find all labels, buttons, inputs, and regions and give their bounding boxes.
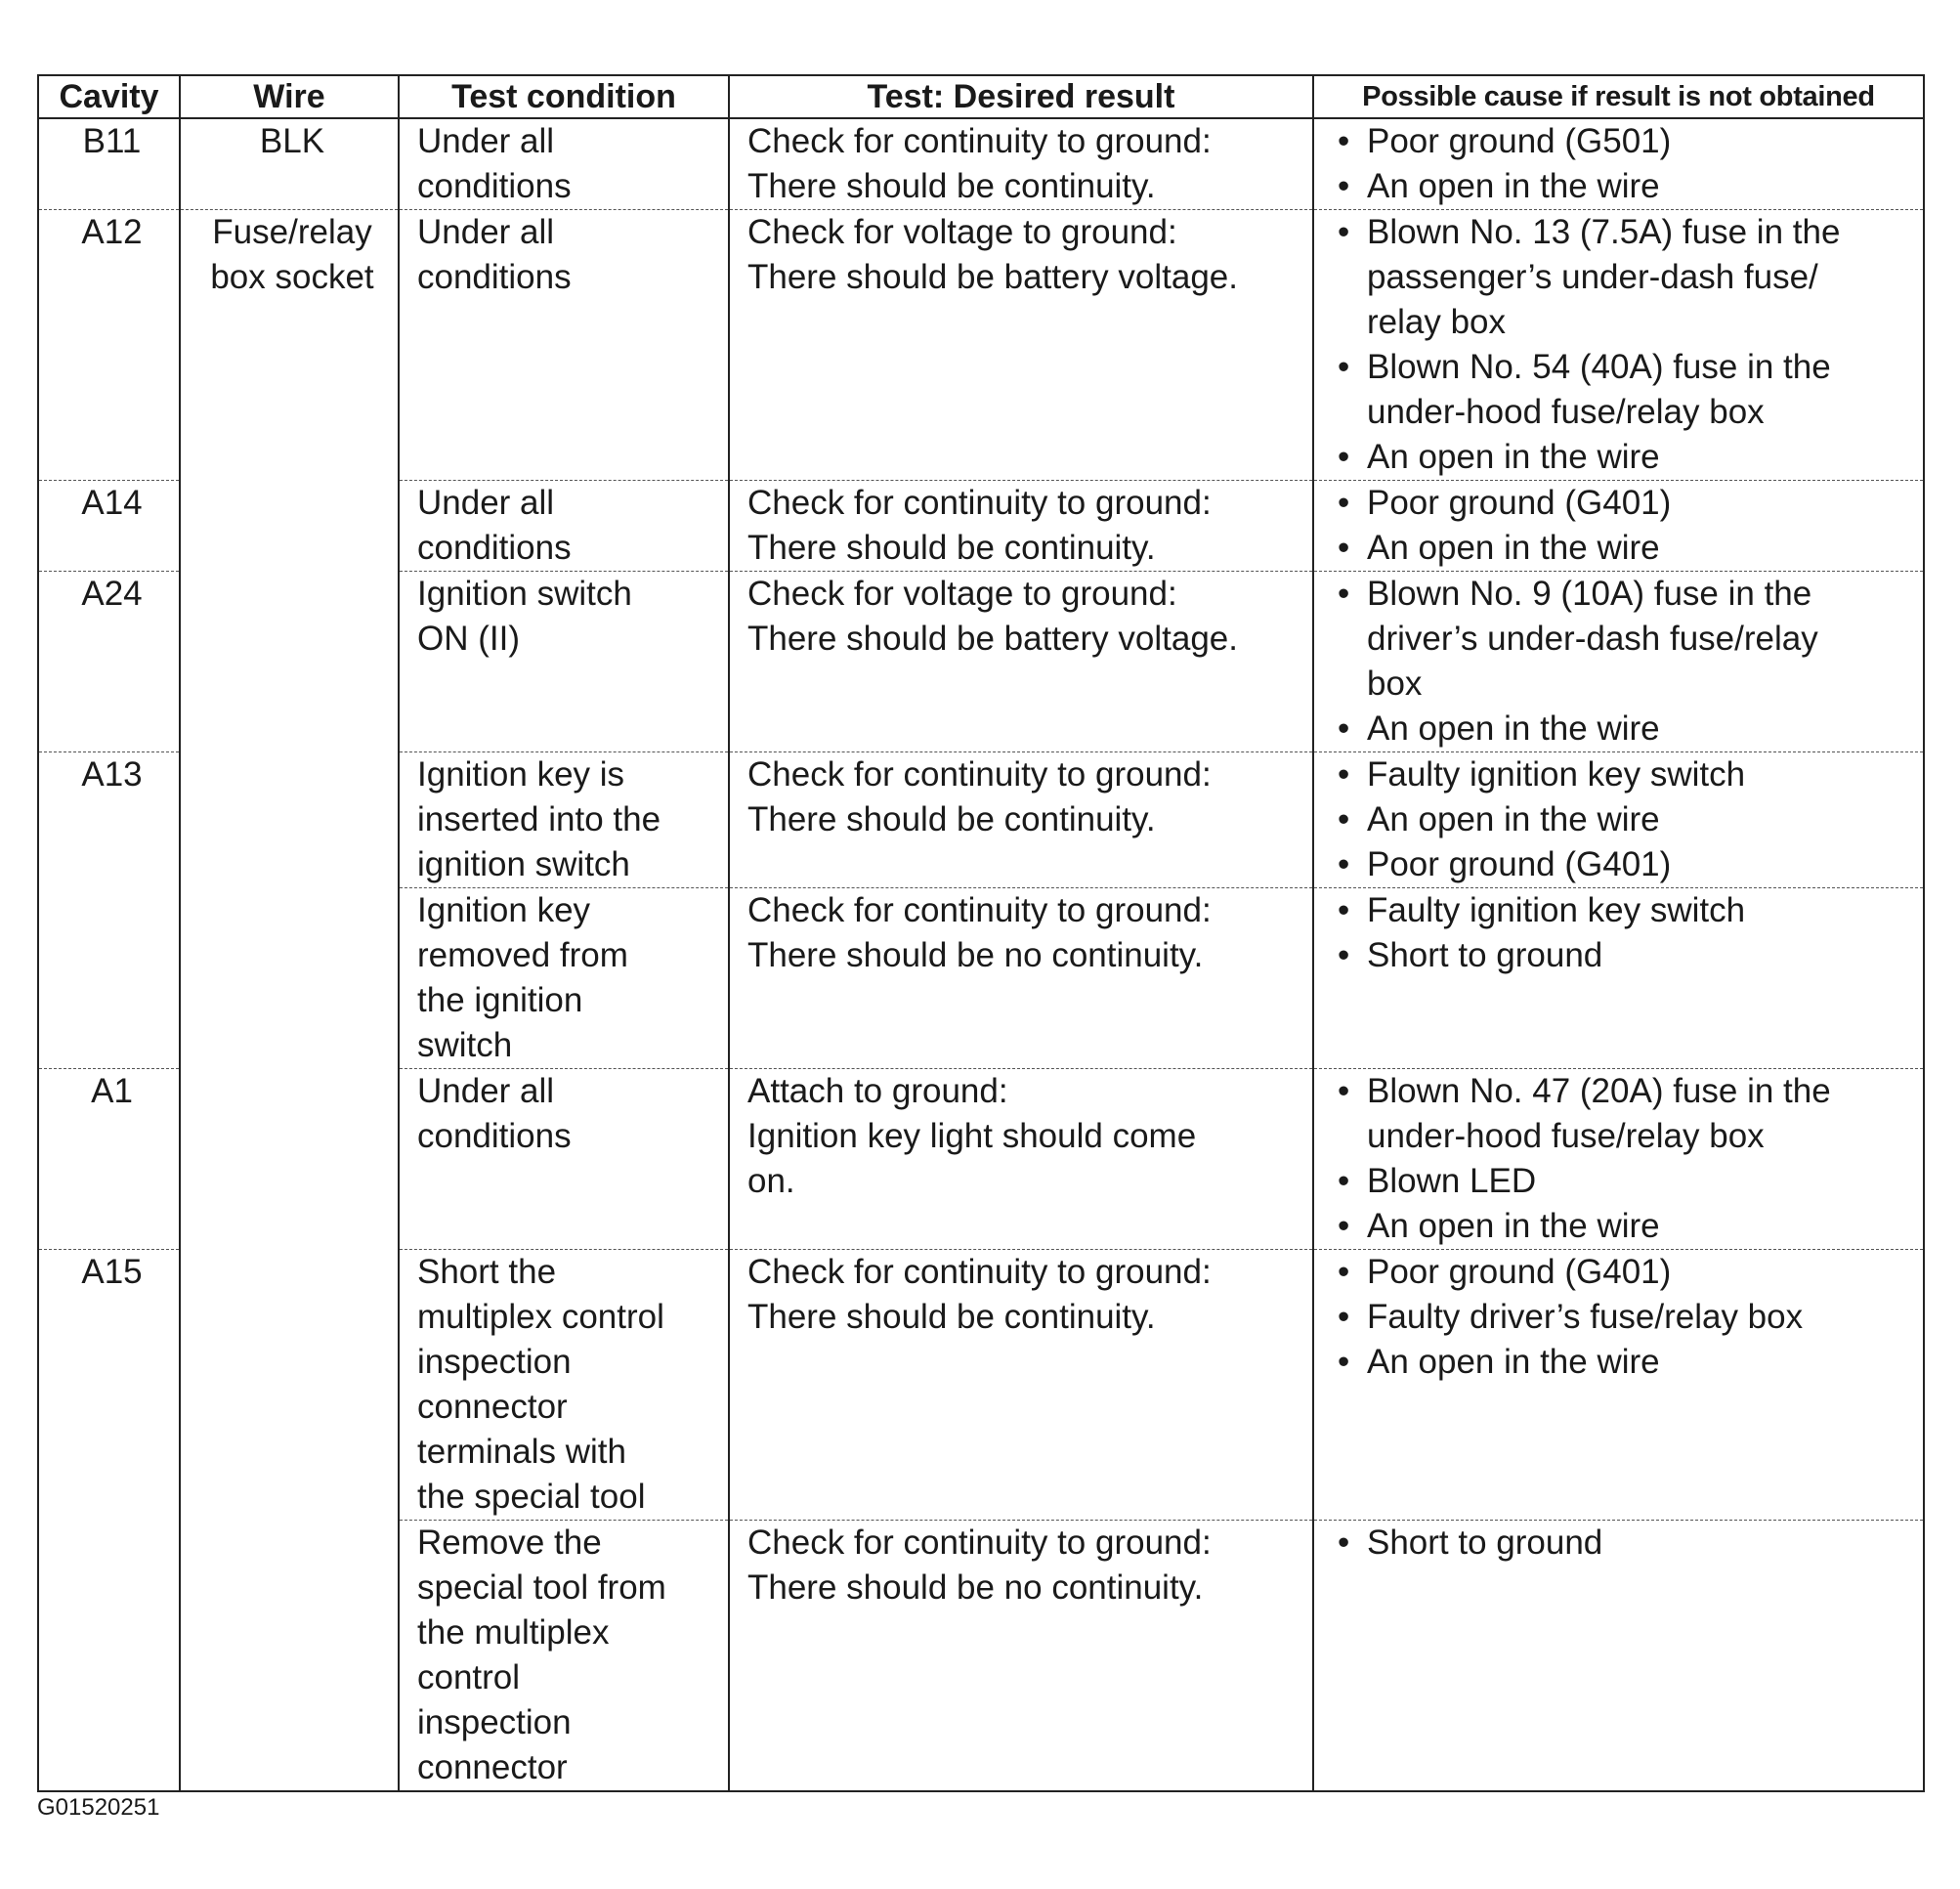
cause-item: • Faulty ignition key switch	[1332, 888, 1911, 933]
cavity-cell: A1	[38, 1069, 180, 1250]
cause-item: • Poor ground (G401)	[1332, 1250, 1911, 1295]
causes-list	[1332, 1069, 1911, 1249]
condition-cell	[399, 481, 729, 572]
cause-item: • Faulty ignition key switch	[1332, 752, 1911, 797]
condition-cell	[399, 1069, 729, 1250]
causes-cell	[1313, 118, 1924, 210]
header-test-condition: Test condition	[399, 75, 729, 118]
condition-line: Under all	[417, 484, 555, 522]
cause-item	[1332, 1204, 1911, 1249]
cause-line: box	[1367, 665, 1423, 703]
result-cell	[729, 481, 1313, 572]
result-cell	[729, 1521, 1313, 1792]
cause-line: • Blown No. 13 (7.5A) fuse in the	[1367, 213, 1841, 251]
result-cell	[729, 1250, 1313, 1521]
result-cell	[729, 572, 1313, 752]
result-line: Check for continuity to ground:	[747, 891, 1212, 929]
condition-line: terminals with	[417, 1433, 626, 1471]
cavity-cell: A24	[38, 572, 180, 752]
result-line: Check for continuity to ground:	[747, 484, 1212, 522]
wire-line: Fuse/relay	[212, 213, 372, 251]
wire-cell	[180, 210, 399, 1792]
header-wire: Wire	[180, 75, 399, 118]
cavity-cell: A12	[38, 210, 180, 481]
cavity-cell: A13	[38, 752, 180, 1069]
cause-line: • An open in the wire	[1367, 709, 1660, 748]
condition-line: control	[417, 1658, 521, 1696]
result-line: on.	[747, 1162, 795, 1200]
cause-item	[1332, 1069, 1911, 1159]
condition-line: inspection	[417, 1703, 572, 1741]
cause-item: • An open in the wire	[1332, 1340, 1911, 1385]
causes-cell	[1313, 752, 1924, 888]
condition-line: the multiplex	[417, 1613, 610, 1652]
result-cell	[729, 1069, 1313, 1250]
cavity-cell: A15	[38, 1250, 180, 1792]
table-header-row	[38, 75, 1924, 118]
condition-line: the ignition	[417, 981, 583, 1019]
causes-list	[1332, 888, 1911, 978]
result-line: There should be continuity.	[747, 800, 1156, 838]
condition-line: inspection	[417, 1343, 572, 1381]
cause-line: passenger’s under-dash fuse/	[1367, 258, 1818, 296]
causes-cell	[1313, 888, 1924, 1069]
cause-line: • Blown No. 54 (40A) fuse in the	[1367, 348, 1831, 386]
result-line: There should be no continuity.	[747, 936, 1204, 974]
condition-line: Under all	[417, 213, 555, 251]
condition-line: the special tool	[417, 1478, 646, 1516]
causes-list	[1332, 752, 1911, 887]
cause-item: • An open in the wire	[1332, 797, 1911, 842]
causes-list	[1332, 572, 1911, 751]
cause-item	[1332, 572, 1911, 707]
header-possible-cause: Possible cause if result is not obtained	[1313, 75, 1924, 118]
cause-item: • Poor ground (G401)	[1332, 842, 1911, 887]
causes-list	[1332, 210, 1911, 480]
condition-line: conditions	[417, 529, 572, 567]
causes-list	[1332, 1521, 1911, 1566]
result-line: There should be continuity.	[747, 167, 1156, 205]
cause-line: driver’s under-dash fuse/relay	[1367, 620, 1818, 658]
condition-line: Ignition key is	[417, 755, 625, 794]
condition-cell	[399, 118, 729, 210]
condition-cell	[399, 572, 729, 752]
diagnostic-table	[37, 74, 1925, 1792]
condition-line: special tool from	[417, 1568, 666, 1607]
condition-line: Ignition key	[417, 891, 591, 929]
result-line: There should be continuity.	[747, 529, 1156, 567]
figure-code: G01520251	[37, 1794, 160, 1821]
cause-item: • Faulty driver’s fuse/relay box	[1332, 1295, 1911, 1340]
condition-line: inserted into the	[417, 800, 661, 838]
condition-line: conditions	[417, 258, 572, 296]
condition-cell	[399, 1250, 729, 1521]
condition-cell	[399, 210, 729, 481]
result-line: Check for continuity to ground:	[747, 122, 1212, 160]
cause-line: • Blown No. 9 (10A) fuse in the	[1367, 575, 1812, 613]
diagnostic-table-container	[37, 74, 1923, 1792]
cause-item: • Short to ground	[1332, 1521, 1911, 1566]
cause-item: • Short to ground	[1332, 933, 1911, 978]
cause-item	[1332, 435, 1911, 480]
condition-line: Under all	[417, 1072, 555, 1110]
header-desired-result: Test: Desired result	[729, 75, 1313, 118]
result-line: Attach to ground:	[747, 1072, 1008, 1110]
wire-cell: BLK	[180, 118, 399, 210]
condition-line: conditions	[417, 1117, 572, 1155]
condition-line: Under all	[417, 122, 555, 160]
cause-item	[1332, 210, 1911, 345]
condition-line: ignition switch	[417, 845, 630, 883]
result-line: Check for voltage to ground:	[747, 213, 1177, 251]
cause-item: • Poor ground (G501)	[1332, 119, 1911, 164]
cause-line: relay box	[1367, 303, 1507, 341]
condition-line: multiplex control	[417, 1298, 664, 1336]
table-row	[38, 118, 1924, 210]
result-line: There should be battery voltage.	[747, 620, 1238, 658]
result-line: Check for continuity to ground:	[747, 755, 1212, 794]
condition-cell	[399, 752, 729, 888]
result-line: Check for continuity to ground:	[747, 1524, 1212, 1562]
condition-line: Ignition switch	[417, 575, 632, 613]
condition-cell	[399, 1521, 729, 1792]
causes-cell	[1313, 572, 1924, 752]
cause-item	[1332, 1159, 1911, 1204]
condition-cell	[399, 888, 729, 1069]
causes-list	[1332, 481, 1911, 571]
cavity-cell: B11	[38, 118, 180, 210]
result-line: There should be battery voltage.	[747, 258, 1238, 296]
cause-item	[1332, 707, 1911, 751]
cause-line: • An open in the wire	[1367, 1207, 1660, 1245]
header-cavity: Cavity	[38, 75, 180, 118]
cause-line: under-hood fuse/relay box	[1367, 1117, 1765, 1155]
condition-line: connector	[417, 1748, 568, 1786]
result-line: There should be no continuity.	[747, 1568, 1204, 1607]
result-line: Ignition key light should come	[747, 1117, 1197, 1155]
condition-line: ON (II)	[417, 620, 520, 658]
condition-line: Short the	[417, 1253, 557, 1291]
table-row	[38, 210, 1924, 481]
condition-line: removed from	[417, 936, 628, 974]
causes-cell	[1313, 1250, 1924, 1521]
cause-line: • An open in the wire	[1367, 438, 1660, 476]
condition-line: Remove the	[417, 1524, 602, 1562]
cavity-cell: A14	[38, 481, 180, 572]
condition-line: switch	[417, 1026, 513, 1064]
causes-list	[1332, 119, 1911, 209]
cause-item	[1332, 345, 1911, 435]
cause-item: • An open in the wire	[1332, 526, 1911, 571]
cause-item: • An open in the wire	[1332, 164, 1911, 209]
causes-cell	[1313, 1069, 1924, 1250]
condition-line: connector	[417, 1388, 568, 1426]
cause-line: • Blown No. 47 (20A) fuse in the	[1367, 1072, 1831, 1110]
causes-cell	[1313, 210, 1924, 481]
result-line: There should be continuity.	[747, 1298, 1156, 1336]
causes-cell	[1313, 481, 1924, 572]
result-cell	[729, 888, 1313, 1069]
wire-line: box socket	[210, 258, 374, 296]
result-cell	[729, 752, 1313, 888]
condition-line: conditions	[417, 167, 572, 205]
cause-line: under-hood fuse/relay box	[1367, 393, 1765, 431]
result-line: Check for continuity to ground:	[747, 1253, 1212, 1291]
result-cell	[729, 118, 1313, 210]
causes-list	[1332, 1250, 1911, 1385]
cause-item: • Poor ground (G401)	[1332, 481, 1911, 526]
result-line: Check for voltage to ground:	[747, 575, 1177, 613]
cause-line: • Blown LED	[1367, 1162, 1537, 1200]
result-cell	[729, 210, 1313, 481]
causes-cell	[1313, 1521, 1924, 1792]
